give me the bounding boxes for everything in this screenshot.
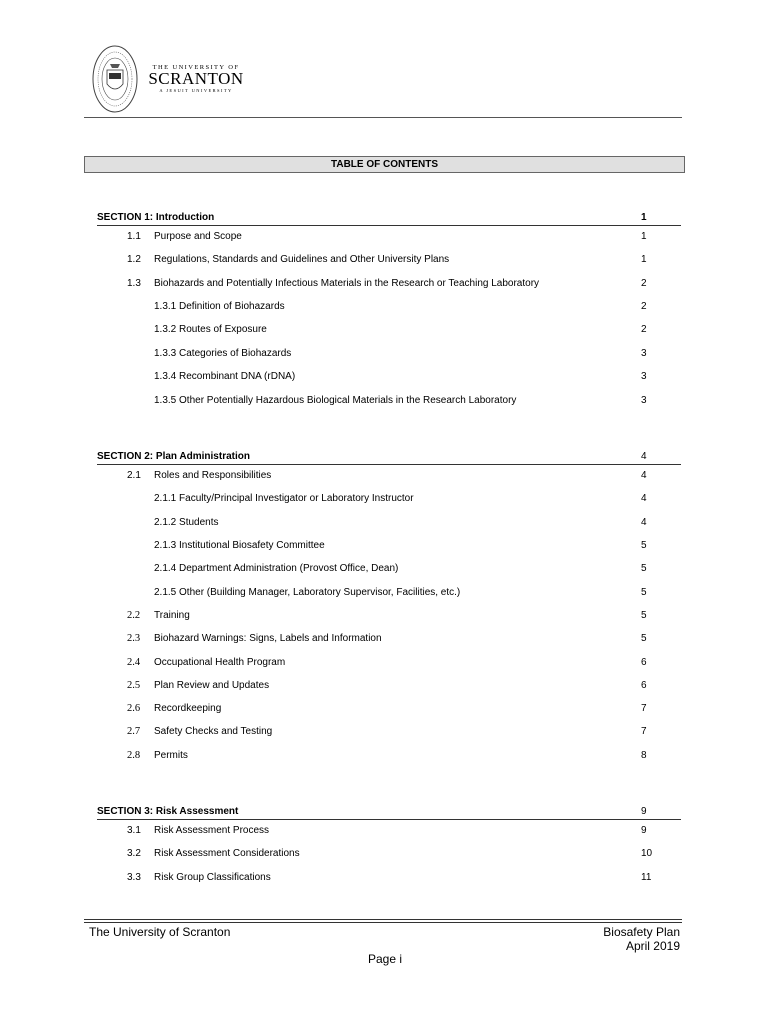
toc-entry-page: 9 xyxy=(641,825,647,836)
toc-entry-page: 1 xyxy=(641,254,647,265)
toc-entry-title: Risk Group Classifications xyxy=(154,872,271,883)
toc-entry-row xyxy=(0,370,770,384)
toc-entry-row xyxy=(0,562,770,576)
toc-entry-number: 3.1 xyxy=(127,825,141,836)
toc-entry-title: 1.3.2 Routes of Exposure xyxy=(154,324,267,335)
toc-entry-row xyxy=(0,277,770,291)
toc-entry-title: SECTION 3: Risk Assessment xyxy=(97,806,239,817)
toc-entry-row xyxy=(0,394,770,408)
toc-entry-page: 11 xyxy=(641,872,652,883)
footer-doc-date: April 2019 xyxy=(625,939,680,953)
footer-document-info xyxy=(603,925,680,953)
toc-entry-title: Regulations, Standards and Guidelines and Other University Plans xyxy=(154,254,450,265)
toc-entry-row xyxy=(0,300,770,314)
header-divider xyxy=(84,117,682,118)
toc-entry-title: 2.1.3 Institutional Biosafety Committee xyxy=(154,540,325,551)
toc-entry-page: 5 xyxy=(641,633,647,644)
toc-entry-page: 7 xyxy=(641,703,647,714)
toc-entry-title: 2.1.1 Faculty/Principal Investigator or Laboratory Instructor xyxy=(154,493,414,504)
toc-entry-page: 1 xyxy=(641,212,647,223)
toc-entry-title: Occupational Health Program xyxy=(154,657,286,668)
university-logo xyxy=(92,44,252,114)
toc-section-row xyxy=(0,805,770,819)
toc-entry-title: Risk Assessment Considerations xyxy=(154,848,300,859)
toc-entry-title: Training xyxy=(154,610,190,621)
toc-entry-number: 2.6 xyxy=(127,703,141,714)
toc-entry-number: 1.3 xyxy=(127,278,141,289)
toc-entry-page: 3 xyxy=(641,395,647,406)
toc-entry-title: Risk Assessment Process xyxy=(154,825,270,836)
toc-entry-page: 5 xyxy=(641,587,647,598)
footer-institution: The University of Scranton xyxy=(89,925,231,939)
toc-entry-row xyxy=(0,609,770,623)
toc-entry-row xyxy=(0,539,770,553)
toc-entry-number: 2.3 xyxy=(127,633,141,644)
toc-section-row xyxy=(0,450,770,464)
toc-entry-page: 6 xyxy=(641,657,647,668)
page-number: Page i xyxy=(367,952,403,966)
toc-entry-title: 2.1.4 Department Administration (Provost Office, Dean) xyxy=(154,563,399,574)
toc-entry-page: 4 xyxy=(641,517,647,528)
toc-entry-number: 1.1 xyxy=(127,231,141,242)
toc-entry-page: 1 xyxy=(641,231,647,242)
toc-entry-title: 1.3.5 Other Potentially Hazardous Biological Materials in the Research Laboratory xyxy=(154,395,517,406)
toc-entry-title: Plan Review and Updates xyxy=(154,680,270,691)
toc-entry-title: 2.1.2 Students xyxy=(154,517,219,528)
toc-entry-page: 8 xyxy=(641,750,647,761)
toc-entry-title: Roles and Responsibilities xyxy=(154,470,272,481)
toc-entry-title: 1.3.1 Definition of Biohazards xyxy=(154,301,285,312)
toc-entry-title: Permits xyxy=(154,750,188,761)
toc-entry-number: 2.4 xyxy=(127,657,141,668)
toc-entry-page: 10 xyxy=(641,848,653,859)
toc-entry-row xyxy=(0,253,770,267)
toc-entry-page: 3 xyxy=(641,371,647,382)
toc-entry-number: 1.2 xyxy=(127,254,141,265)
toc-entry-row xyxy=(0,847,770,861)
toc-entry-row xyxy=(0,323,770,337)
toc-entry-page: 4 xyxy=(641,470,647,481)
toc-entry-page: 5 xyxy=(641,610,647,621)
toc-entry-title: SECTION 2: Plan Administration xyxy=(97,451,250,462)
toc-entry-title: Purpose and Scope xyxy=(154,231,242,242)
footer-divider xyxy=(84,919,682,920)
toc-title: TABLE OF CONTENTS xyxy=(84,156,685,173)
toc-entry-title: SECTION 1: Introduction xyxy=(97,212,215,223)
footer-doc-title: Biosafety Plan xyxy=(603,925,680,939)
toc-entry-page: 6 xyxy=(641,680,647,691)
toc-entry-number: 2.1 xyxy=(127,470,141,481)
logo-tagline: A JESUIT UNIVERSITY xyxy=(159,88,233,93)
toc-entry-title: Biohazards and Potentially Infectious Materials in the Research or Teaching Laboratory xyxy=(154,278,540,289)
logo-name: SCRANTON xyxy=(148,69,244,88)
toc-entry-row xyxy=(0,347,770,361)
toc-entry-page: 7 xyxy=(641,726,647,737)
toc-entry-row xyxy=(0,871,770,885)
toc-entry-number: 2.7 xyxy=(127,726,141,737)
toc-entry-row xyxy=(0,492,770,506)
toc-entry-row xyxy=(0,702,770,716)
toc-entry-row xyxy=(0,656,770,670)
footer-divider xyxy=(84,922,682,923)
toc-entry-title: Recordkeeping xyxy=(154,703,222,714)
toc-entry-page: 3 xyxy=(641,348,647,359)
toc-entry-page: 2 xyxy=(641,278,647,289)
toc-entry-page: 2 xyxy=(641,324,647,335)
toc-entry-row xyxy=(0,679,770,693)
toc-entry-number: 2.5 xyxy=(127,680,141,691)
toc-entry-row xyxy=(0,725,770,739)
toc-entry-page: 5 xyxy=(641,563,647,574)
toc-entry-page: 4 xyxy=(641,451,647,462)
university-seal-icon xyxy=(92,44,138,114)
toc-entry-row xyxy=(0,516,770,530)
toc-entry-title: 2.1.5 Other (Building Manager, Laboratory Supervisor, Facilities, etc.) xyxy=(154,587,461,598)
toc-entry-row xyxy=(0,632,770,646)
toc-entry-row xyxy=(0,586,770,600)
toc-entry-title: Biohazard Warnings: Signs, Labels and Information xyxy=(154,633,382,644)
toc-entry-number: 2.8 xyxy=(127,750,141,761)
toc-entry-row xyxy=(0,469,770,483)
toc-entry-title: 1.3.4 Recombinant DNA (rDNA) xyxy=(154,371,296,382)
toc-entry-page: 4 xyxy=(641,493,647,504)
logo-line1: THE UNIVERSITY OF xyxy=(152,64,240,71)
toc-entry-page: 2 xyxy=(641,301,647,312)
toc-entry-title: 1.3.3 Categories of Biohazards xyxy=(154,348,292,359)
toc-entry-number: 2.2 xyxy=(127,610,141,621)
toc-entry-row xyxy=(0,230,770,244)
toc-entry-number: 3.3 xyxy=(127,872,141,883)
toc-entry-row xyxy=(0,824,770,838)
toc-section-row xyxy=(0,211,770,225)
toc-entry-title: Safety Checks and Testing xyxy=(154,726,273,737)
toc-entry-page: 5 xyxy=(641,540,647,551)
toc-entry-number: 3.2 xyxy=(127,848,141,859)
toc-entry-page: 9 xyxy=(641,806,647,817)
toc-entry-row xyxy=(0,749,770,763)
